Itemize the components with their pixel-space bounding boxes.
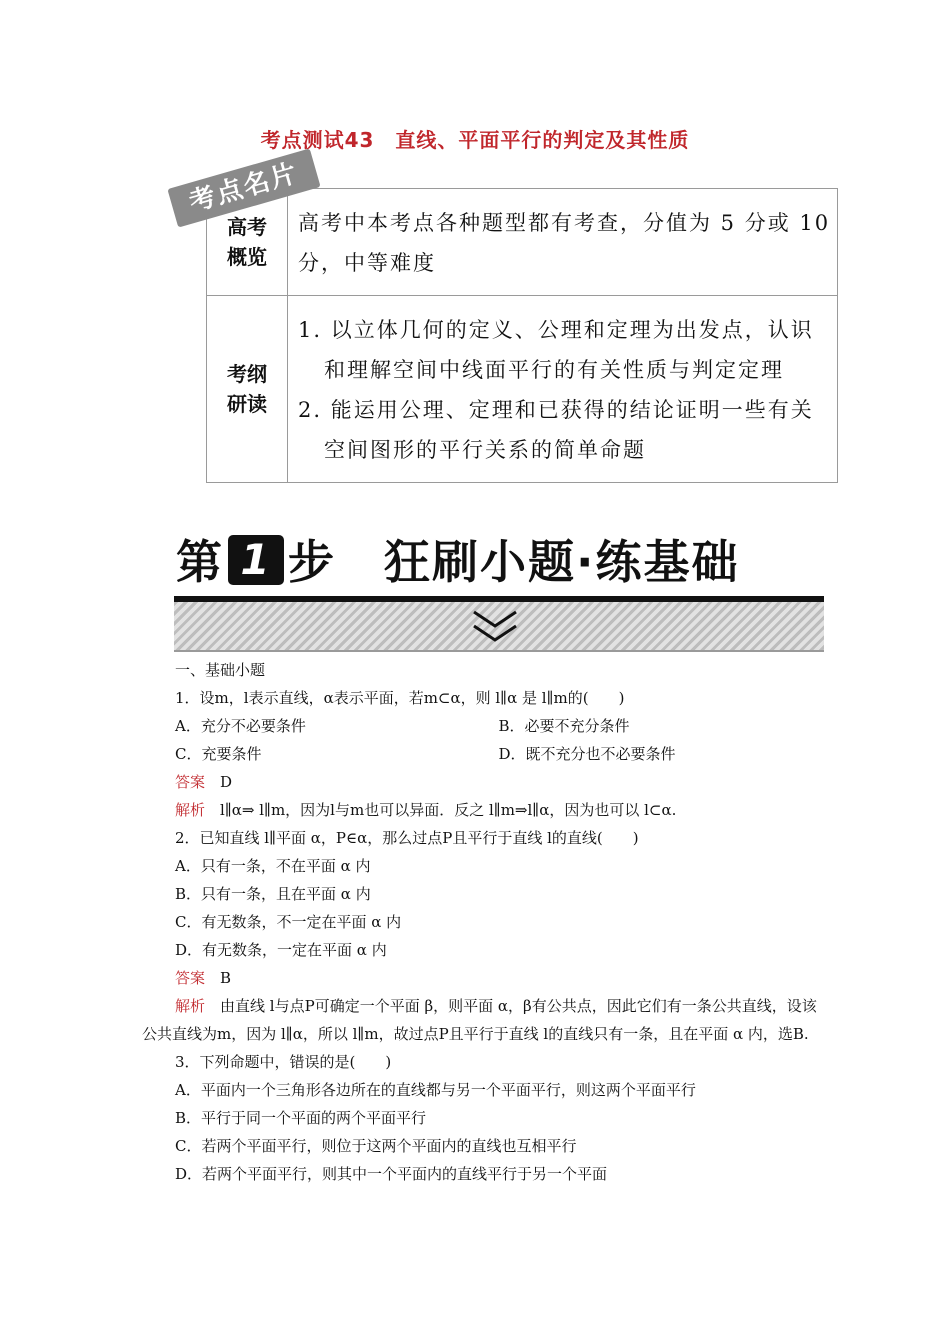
option-d: D．有无数条，一定在平面 α 内 [175,941,387,959]
row-label-overview: 高考 概览 [207,189,288,296]
option-d: D．既不充分也不必要条件 [498,745,676,763]
analysis-text: 由直线 l与点P可确定一个平面 β，则平面 α，β有公共点，因此它们有一条公共直线，设该公共直线为m，因为 l∥α，所以 l∥m，故过点P且平行于直线 l的直线只有一条，且在平面 α 内，选B. [142,997,817,1043]
exam-overview-card [206,188,838,483]
option-b: B．必要不充分条件 [498,717,630,735]
question-stem: 2．已知直线 l∥平面 α，P∈α，那么过点P且平行于直线 l的直线( ) [175,829,639,847]
option-c: C．若两个平面平行，则位于这两个平面内的直线也互相平行 [175,1137,577,1155]
card-row-overview [207,189,838,296]
answer-value: B [220,969,232,987]
answer-line [142,768,822,796]
row-text-overview: 高考中本考点各种题型都有考查，分值为 5 分或 10 分，中等难度 [288,189,838,296]
option-a: A．平面内一个三角形各边所在的直线都与另一个平面平行，则这两个平面平行 [175,1081,696,1099]
question-stem: 1．设m，l表示直线，α表示平面，若m⊂α，则 l∥α 是 l∥m的( ) [175,689,625,707]
question-list [142,656,822,1188]
option-a: A．充分不必要条件 [175,717,306,735]
step-number-badge: 1 [228,535,284,585]
analysis-line [142,992,822,1048]
option-c: C．充要条件 [175,745,262,763]
option-b: B．只有一条，且在平面 α 内 [175,885,371,903]
page-title: 考点测试43 直线、平面平行的判定及其性质 [260,128,690,152]
answer-label: 答案 [175,969,206,987]
syllabus-item: 1. 以立体几何的定义、公理和定理为出发点，认识和理解空间中线面平行的有关性质与判定定理 [298,318,814,382]
option-d: D．若两个平面平行，则其中一个平面内的直线平行于另一个平面 [175,1165,608,1183]
analysis-label: 解析 [175,997,206,1015]
answer-line [142,964,822,992]
option-a: A．只有一条，不在平面 α 内 [175,857,371,875]
analysis-line [142,796,822,824]
option-b: B．平行于同一个平面的两个平面平行 [175,1109,427,1127]
analysis-label: 解析 [175,801,206,819]
answer-value: D [220,773,233,791]
double-chevron-down-icon [470,606,520,648]
option-row [142,712,822,740]
question-stem: 3．下列命题中，错误的是( ) [175,1053,392,1071]
card-stamp: 考点名片 [167,148,320,227]
banner-hatched-bar [174,596,824,652]
answer-label: 答案 [175,773,206,791]
row-text-syllabus [288,296,838,483]
row-label-syllabus: 考纲 研读 [207,296,288,483]
option-row [142,740,822,768]
card-row-syllabus [207,296,838,483]
analysis-text: l∥α⇒ l∥m，因为l与m也可以异面．反之 l∥m⇒l∥α，因为也可以 l⊂α. [220,801,677,819]
step-banner: 第 1 步 狂刷小题·练基础 [176,535,740,589]
option-c: C．有无数条，不一定在平面 α 内 [175,913,402,931]
section-title: 一、基础小题 [175,661,266,679]
syllabus-item: 2. 能运用公理、定理和已获得的结论证明一些有关空间图形的平行关系的简单命题 [298,398,814,462]
